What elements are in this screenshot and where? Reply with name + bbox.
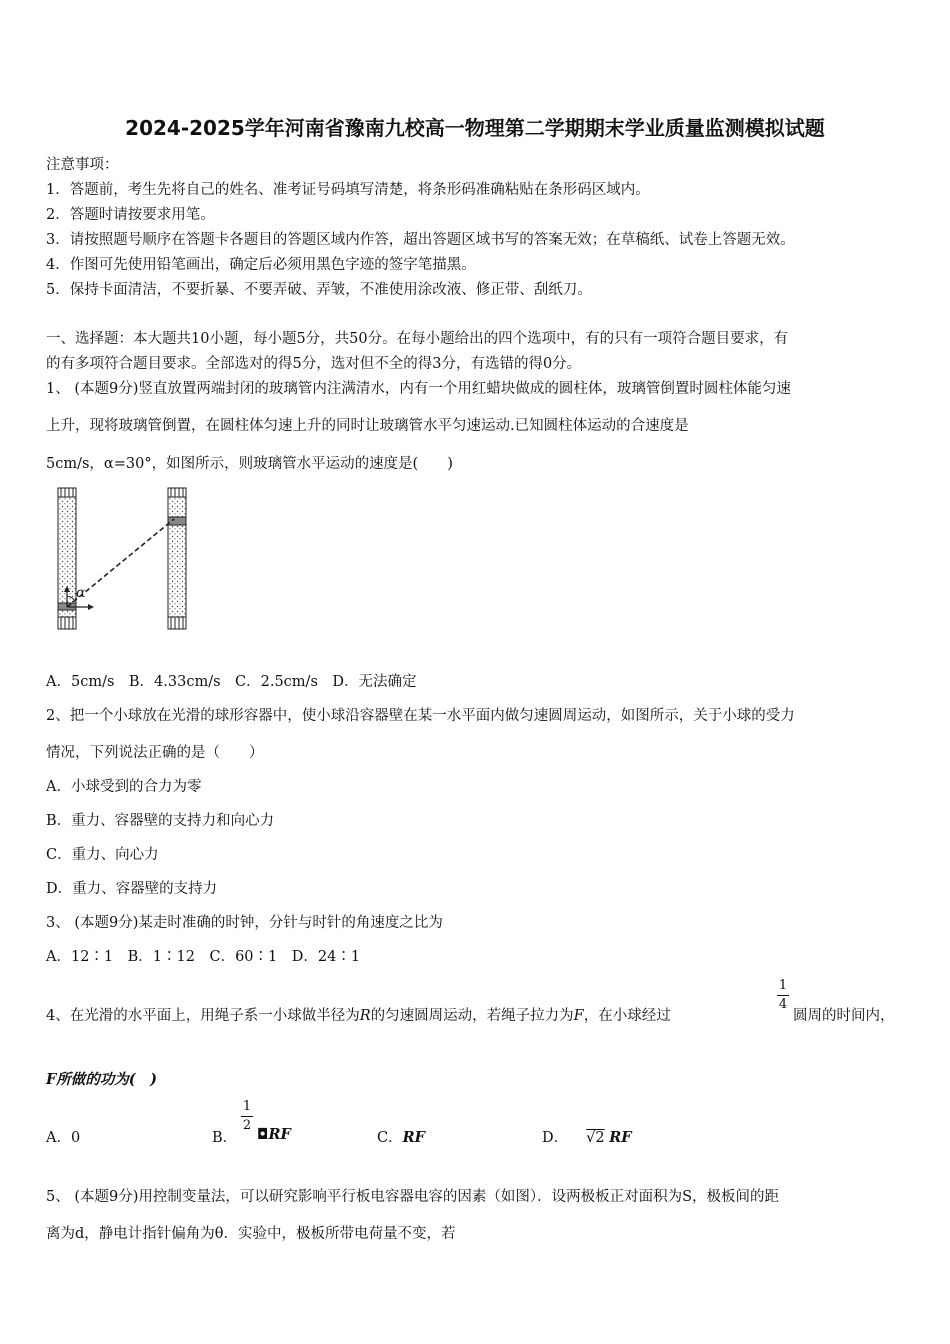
q4-option-a: A．0 (46, 1130, 81, 1146)
q4-R: R (359, 1008, 371, 1024)
q1-text: 上升，现将玻璃管倒置，在圆柱体匀速上升的同时让玻璃管水平匀速运动.已知圆柱体运动的合速度是 (46, 418, 689, 434)
q4-suffix: 圆周的时间内， (793, 1008, 895, 1024)
q4-frac-num: 1 (778, 978, 788, 993)
alpha-label: α (76, 585, 86, 601)
q4-F: F (573, 1008, 584, 1024)
q1-options: A．5cm/s B．4.33cm/s C．2.5cm/s D．无法确定 (46, 674, 417, 690)
q4-option-b-value (257, 1126, 291, 1143)
q4-option-c (377, 1126, 425, 1147)
notice-heading: 注意事项： (46, 157, 119, 173)
q4-mid2: ，在小球经过 (583, 1008, 671, 1024)
q4-optd-label: D． (542, 1130, 569, 1146)
notice-item: 5．保持卡面清洁，不要折暴、不要弄破、弄皱，不准使用涂改液、修正带、刮纸刀。 (46, 282, 592, 298)
right-tube (168, 488, 186, 629)
q4-optc-label: C． (377, 1130, 403, 1146)
q4-fraction (777, 979, 789, 1012)
q4-option-d (542, 1126, 632, 1147)
q2-text: 2、把一个小球放在光滑的球形容器中，使小球沿容器壁在某一水平面内做匀速圆周运动，如图所示，关于小球的受力 (46, 708, 795, 724)
page-title: 2024-2025学年河南省豫南九校高一物理第二学期期末学业质量监测模拟试题 (125, 116, 825, 140)
q1-figure (46, 485, 216, 635)
notice-item: 1．答题前，考生先将自己的姓名、准考证号码填写清楚，将条形码准确粘贴在条形码区域内。 (46, 182, 650, 198)
q4-optd-root: √2 (586, 1130, 605, 1146)
q4-optc-rest: RF (402, 1129, 425, 1146)
q4-option-b-label: B． (212, 1130, 238, 1146)
q3-text: 3、 (本题9分)某走时准确的时钟，分针与时针的角速度之比为 (46, 915, 443, 931)
q4-prefix: 4、在光滑的水平面上，用绳子系一小球做半径为 (46, 1008, 360, 1024)
q2-option: B．重力、容器壁的支持力和向心力 (46, 813, 275, 829)
q4-text (46, 1004, 671, 1025)
notice-item: 2．答题时请按要求用笔。 (46, 207, 215, 223)
section-intro: 一、选择题：本大题共10小题，每小题5分，共50分。在每小题给出的四个选项中，有的只有一项符合题目要求，有 (46, 331, 789, 347)
q4-optd-rest: RF (609, 1129, 632, 1146)
notice-item: 3．请按照题号顺序在答题卡各题目的答题区域内作答，超出答题区域书写的答案无效；在草稿纸、试卷上答题无效。 (46, 232, 795, 248)
left-tube (58, 488, 76, 629)
q4-optb-mark: ◘ (257, 1127, 269, 1143)
q4-optb-rest: RF (268, 1126, 291, 1143)
q4-option-b-fraction (241, 1100, 253, 1133)
q2-text: 情况，下列说法正确的是（ ） (46, 745, 264, 761)
q4-optb-num: 1 (242, 1099, 252, 1114)
q1-text: 5cm/s，α=30°，如图所示，则玻璃管水平运动的速度是( ) (46, 456, 453, 472)
q4-text: F所做的功为( ) (46, 1071, 158, 1088)
q3-options: A．12∶1 B．1∶12 C．60∶1 D．24∶1 (46, 949, 361, 965)
q2-option: D．重力、容器壁的支持力 (46, 881, 218, 897)
q4-frac-den: 4 (778, 997, 788, 1012)
q4-mid1: 的匀速圆周运动，若绳子拉力为 (370, 1008, 574, 1024)
section-intro: 的有多项符合题目要求。全部选对的得5分，选对但不全的得3分，有选错的得0分。 (46, 356, 582, 372)
q1-text: 1、 (本题9分)竖直放置两端封闭的玻璃管内注满清水，内有一个用红蜡块做成的圆柱体，玻璃管倒置时圆柱体能匀速 (46, 381, 791, 397)
q2-option: A．小球受到的合力为零 (46, 779, 202, 795)
q4-optb-den: 2 (242, 1118, 252, 1133)
q2-option: C．重力、向心力 (46, 847, 159, 863)
q5-text: 离为d，静电计指针偏角为θ．实验中，极板所带电荷量不变，若 (46, 1226, 456, 1242)
q5-text: 5、 (本题9分)用控制变量法，可以研究影响平行板电容器电容的因素（如图）．设两极板正对面积为S，极板间的距 (46, 1189, 780, 1205)
notice-item: 4．作图可先使用铅笔画出，确定后必须用黑色字迹的签字笔描黑。 (46, 257, 476, 273)
